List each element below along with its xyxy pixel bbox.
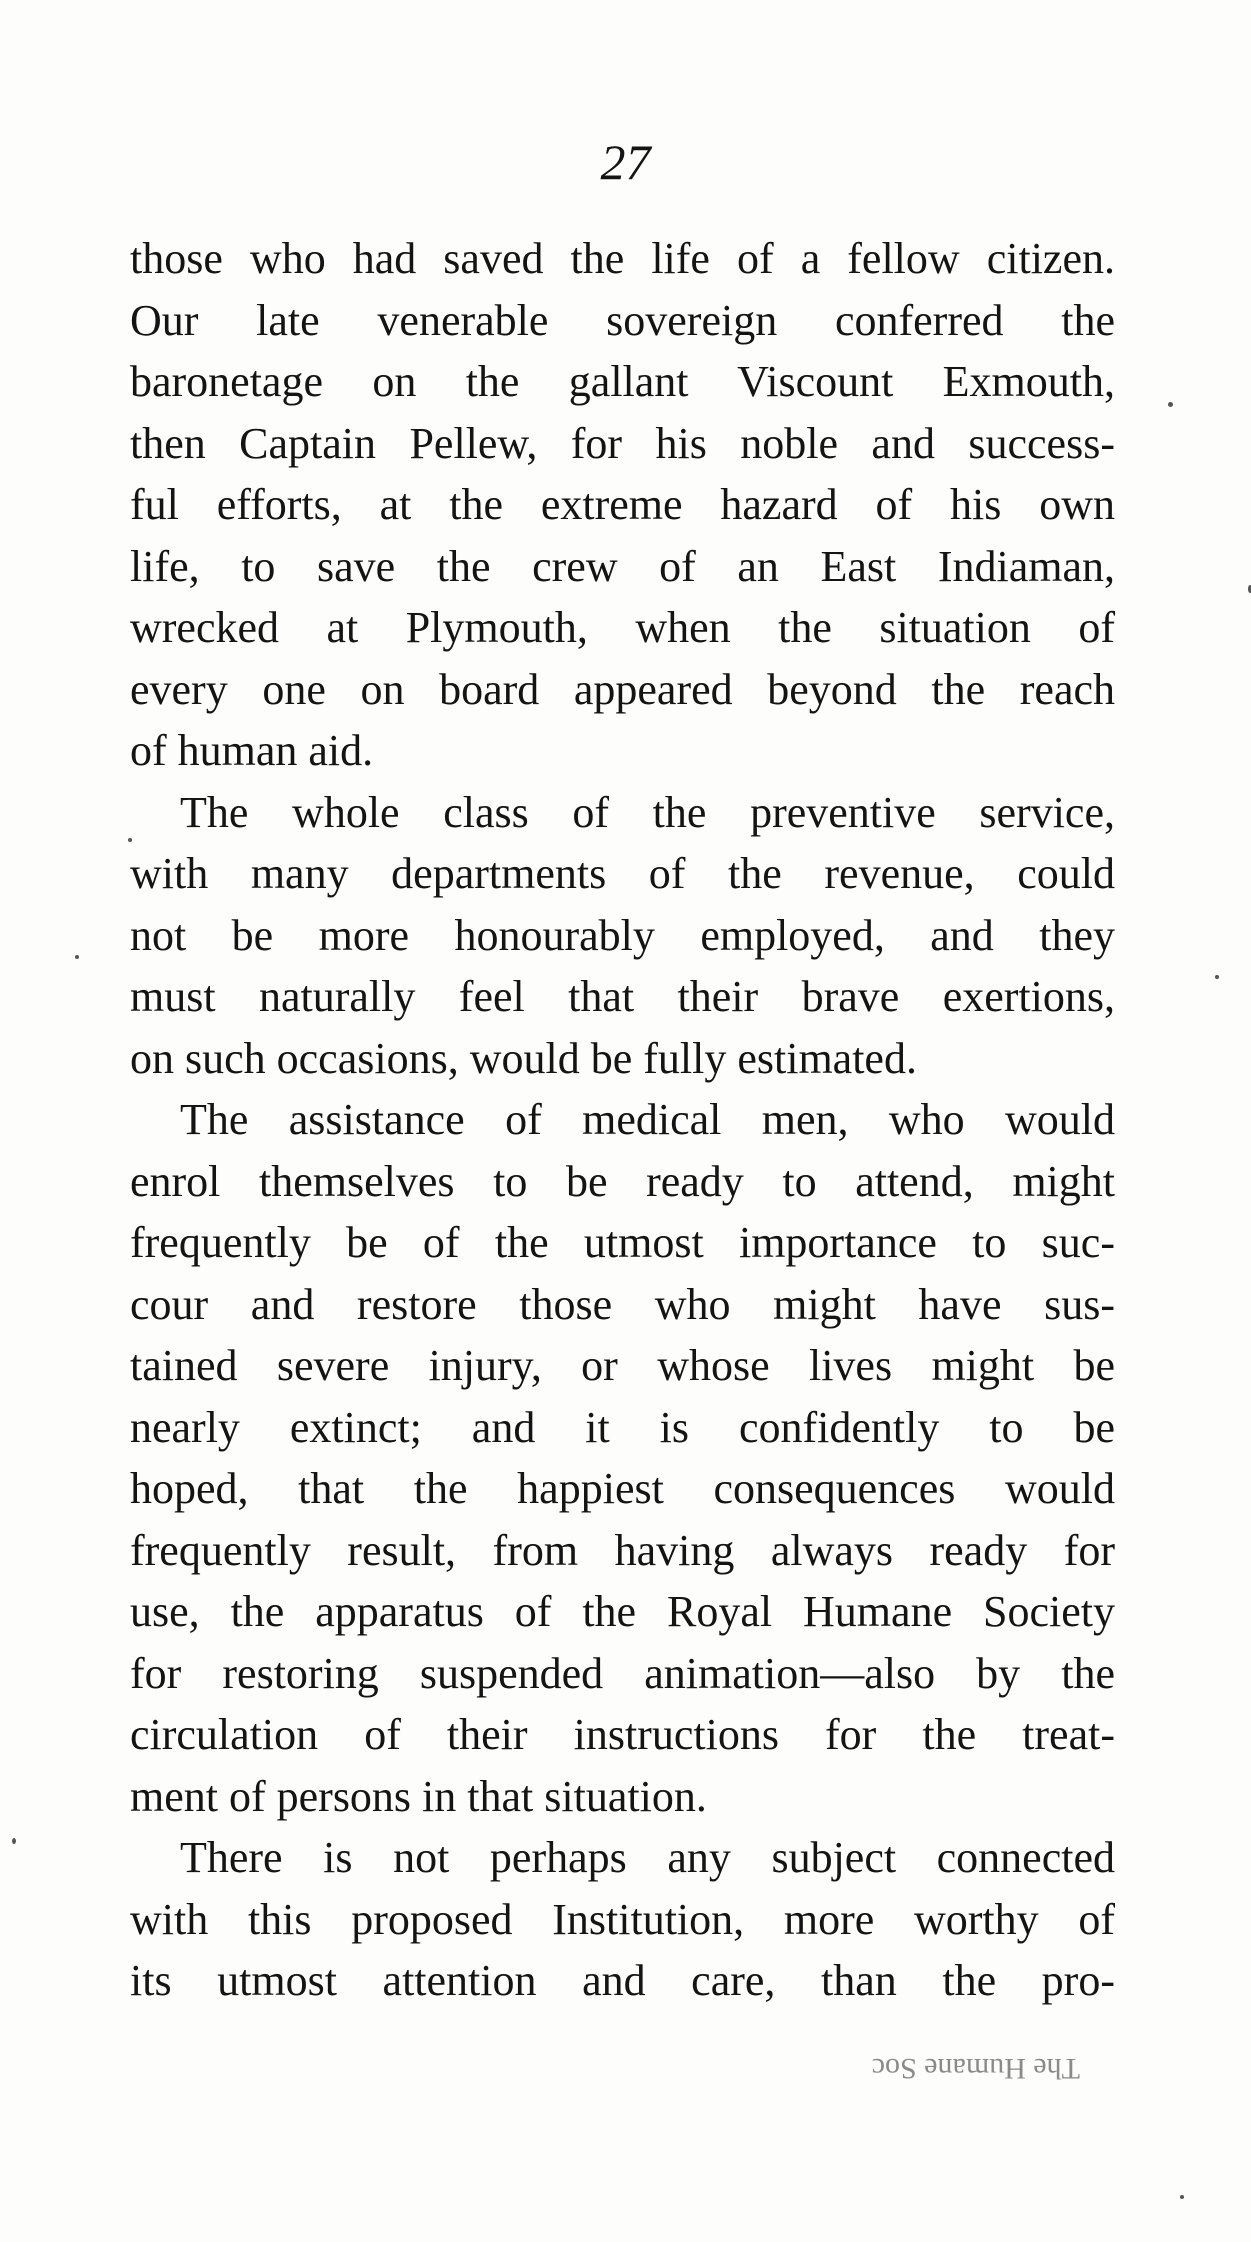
text-line: Our late venerable sovereign conferred the	[130, 295, 1115, 345]
bleed-through-text: The Humane Soc	[871, 2052, 1080, 2085]
text-line: those who had saved the life of a fellow citizen.	[130, 234, 1115, 283]
text-line: ment of persons in that situation.	[130, 1771, 707, 1821]
paper-speck	[1180, 2195, 1184, 2199]
paper-speck	[75, 955, 79, 959]
text-line: every one on board appeared beyond the reach	[130, 664, 1115, 714]
paper-speck	[1168, 402, 1173, 407]
paper-speck	[128, 838, 132, 842]
text-line: frequently be of the utmost importance to suc-	[130, 1218, 1115, 1267]
text-line: of human aid.	[130, 726, 374, 775]
text-line: tained severe injury, or whose lives might be	[130, 1341, 1115, 1390]
text-line: circulation of their instructions for the treat-	[130, 1710, 1115, 1759]
text-line: then Captain Pellew, for his noble and success-	[130, 418, 1115, 468]
body-text	[130, 228, 1115, 2012]
text-line: wrecked at Plymouth, when the situation of	[130, 603, 1115, 652]
text-line: ful efforts, at the extreme hazard of his own	[130, 480, 1115, 529]
paper-speck	[12, 1838, 16, 1844]
text-line: must naturally feel that their brave exertions,	[130, 972, 1115, 1021]
page-number: 27	[600, 134, 651, 190]
text-line: use, the apparatus of the Royal Humane Society	[130, 1587, 1115, 1636]
text-line: The whole class of the preventive service,	[180, 787, 1115, 837]
text-line: its utmost attention and care, than the pro-	[130, 1956, 1115, 2005]
text-line: life, to save the crew of an East Indiaman,	[130, 541, 1115, 591]
paper-speck	[1215, 975, 1219, 979]
text-line: frequently result, from having always ready for	[130, 1525, 1115, 1575]
text-line: not be more honourably employed, and they	[130, 910, 1115, 960]
text-line: The assistance of medical men, who would	[180, 1095, 1115, 1144]
text-line: with many departments of the revenue, could	[130, 849, 1115, 898]
text-line: nearly extinct; and it is confidently to be	[130, 1402, 1115, 1452]
text-line: There is not perhaps any subject connected	[180, 1833, 1115, 1882]
text-line: hoped, that the happiest consequences would	[130, 1464, 1115, 1513]
text-line: on such occasions, would be fully estimated.	[130, 1033, 917, 1083]
text-line: with this proposed Institution, more worthy of	[130, 1894, 1115, 1944]
text-line: for restoring suspended animation—also by the	[130, 1648, 1115, 1698]
text-line: baronetage on the gallant Viscount Exmouth,	[130, 357, 1115, 406]
text-line: cour and restore those who might have sus-	[130, 1279, 1115, 1329]
text-line: enrol themselves to be ready to attend, might	[130, 1156, 1115, 1206]
